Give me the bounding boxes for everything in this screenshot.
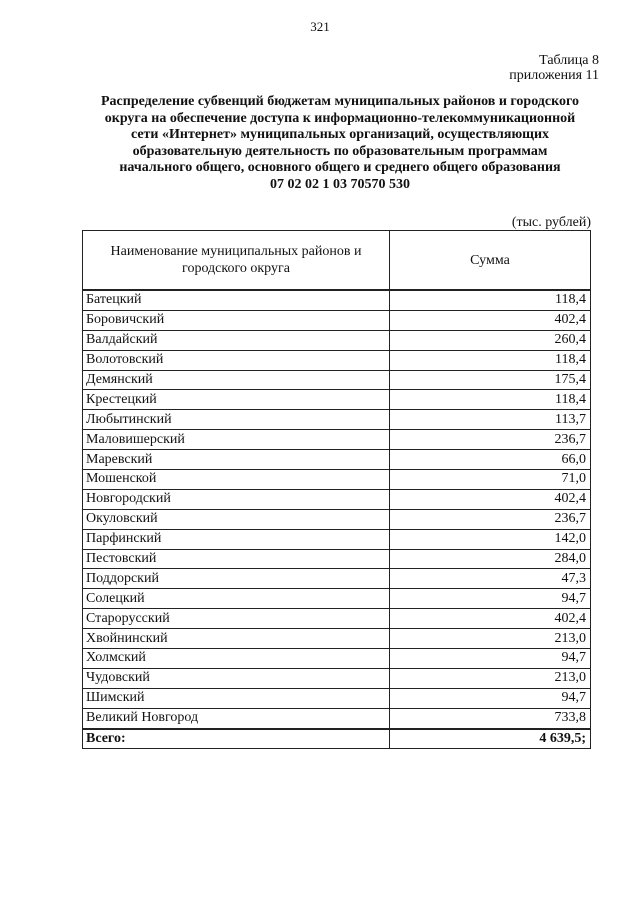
table-row bbox=[83, 410, 591, 430]
table-row bbox=[83, 708, 591, 728]
allocation-table bbox=[82, 230, 591, 749]
district-amount: 118,4 bbox=[390, 390, 591, 410]
district-amount: 260,4 bbox=[390, 330, 591, 350]
table-row bbox=[83, 529, 591, 549]
district-amount: 175,4 bbox=[390, 370, 591, 390]
table-row bbox=[83, 509, 591, 529]
budget-classification-code: 07 02 02 1 03 70570 530 bbox=[270, 176, 410, 192]
district-amount: 402,4 bbox=[390, 609, 591, 629]
appendix-reference bbox=[509, 53, 599, 83]
district-name: Маловишерский bbox=[83, 430, 390, 450]
district-amount: 94,7 bbox=[390, 688, 591, 708]
table-row bbox=[83, 290, 591, 310]
district-amount: 236,7 bbox=[390, 509, 591, 529]
district-name: Пестовский bbox=[83, 549, 390, 569]
table-row bbox=[83, 470, 591, 490]
document-title bbox=[60, 94, 620, 193]
column-header-name: Наименование муниципальных районов и городского округа bbox=[83, 231, 390, 291]
district-amount: 284,0 bbox=[390, 549, 591, 569]
title-line: сети «Интернет» муниципальных организаций, осуществляющих bbox=[130, 127, 550, 142]
table-row bbox=[83, 589, 591, 609]
district-amount: 66,0 bbox=[390, 450, 591, 470]
district-name: Волотовский bbox=[83, 350, 390, 370]
total-row bbox=[83, 729, 591, 749]
district-amount: 733,8 bbox=[390, 708, 591, 728]
units-label: (тыс. рублей) bbox=[511, 215, 591, 230]
appendix-number-label: приложения 11 bbox=[509, 68, 599, 83]
table-row bbox=[83, 609, 591, 629]
district-name: Окуловский bbox=[83, 509, 390, 529]
appendix-table-label: Таблица 8 bbox=[539, 53, 599, 68]
district-name: Боровичский bbox=[83, 310, 390, 330]
district-name: Шимский bbox=[83, 688, 390, 708]
table-row bbox=[83, 370, 591, 390]
table-row bbox=[83, 688, 591, 708]
district-name: Валдайский bbox=[83, 330, 390, 350]
table-row bbox=[83, 430, 591, 450]
district-name: Великий Новгород bbox=[83, 708, 390, 728]
district-name: Парфинский bbox=[83, 529, 390, 549]
title-line: образовательную деятельность по образовательным программам bbox=[132, 143, 548, 159]
district-name: Чудовский bbox=[83, 668, 390, 688]
district-name: Демянский bbox=[83, 370, 390, 390]
total-label: Всего: bbox=[83, 729, 390, 749]
district-amount: 118,4 bbox=[390, 290, 591, 310]
district-amount: 402,4 bbox=[390, 310, 591, 330]
district-amount: 113,7 bbox=[390, 410, 591, 430]
title-line: начального общего, основного общего и среднего общего образования bbox=[119, 160, 561, 175]
table-body bbox=[83, 290, 591, 729]
district-name: Батецкий bbox=[83, 290, 390, 310]
district-name: Маревский bbox=[83, 450, 390, 470]
district-name: Старорусский bbox=[83, 609, 390, 629]
district-amount: 236,7 bbox=[390, 430, 591, 450]
district-name: Любытинский bbox=[83, 410, 390, 430]
district-amount: 142,0 bbox=[390, 529, 591, 549]
table-header-row bbox=[83, 231, 591, 291]
district-amount: 118,4 bbox=[390, 350, 591, 370]
district-name: Мошенской bbox=[83, 470, 390, 490]
table-row bbox=[83, 330, 591, 350]
table-row bbox=[83, 629, 591, 649]
district-amount: 213,0 bbox=[390, 668, 591, 688]
table-row bbox=[83, 310, 591, 330]
district-amount: 94,7 bbox=[390, 649, 591, 669]
table-row bbox=[83, 450, 591, 470]
district-amount: 213,0 bbox=[390, 629, 591, 649]
table-row bbox=[83, 350, 591, 370]
table-row bbox=[83, 668, 591, 688]
district-name: Крестецкий bbox=[83, 390, 390, 410]
title-line: Распределение субвенций бюджетам муниципальных районов и городского bbox=[100, 94, 579, 109]
district-name: Новгородский bbox=[83, 489, 390, 509]
district-amount: 402,4 bbox=[390, 489, 591, 509]
table-row bbox=[83, 549, 591, 569]
title-line: округа на обеспечение доступа к информационно-телекоммуникационной bbox=[104, 110, 576, 126]
district-amount: 47,3 bbox=[390, 569, 591, 589]
table-row bbox=[83, 649, 591, 669]
district-name: Хвойнинский bbox=[83, 629, 390, 649]
column-header-sum: Сумма bbox=[390, 231, 591, 291]
table-row bbox=[83, 390, 591, 410]
district-amount: 71,0 bbox=[390, 470, 591, 490]
total-amount: 4 639,5; bbox=[390, 729, 591, 749]
table-row bbox=[83, 489, 591, 509]
district-name: Холмский bbox=[83, 649, 390, 669]
district-name: Поддорский bbox=[83, 569, 390, 589]
district-name: Солецкий bbox=[83, 589, 390, 609]
table-row bbox=[83, 569, 591, 589]
district-amount: 94,7 bbox=[390, 589, 591, 609]
page-number: 321 bbox=[310, 19, 330, 34]
